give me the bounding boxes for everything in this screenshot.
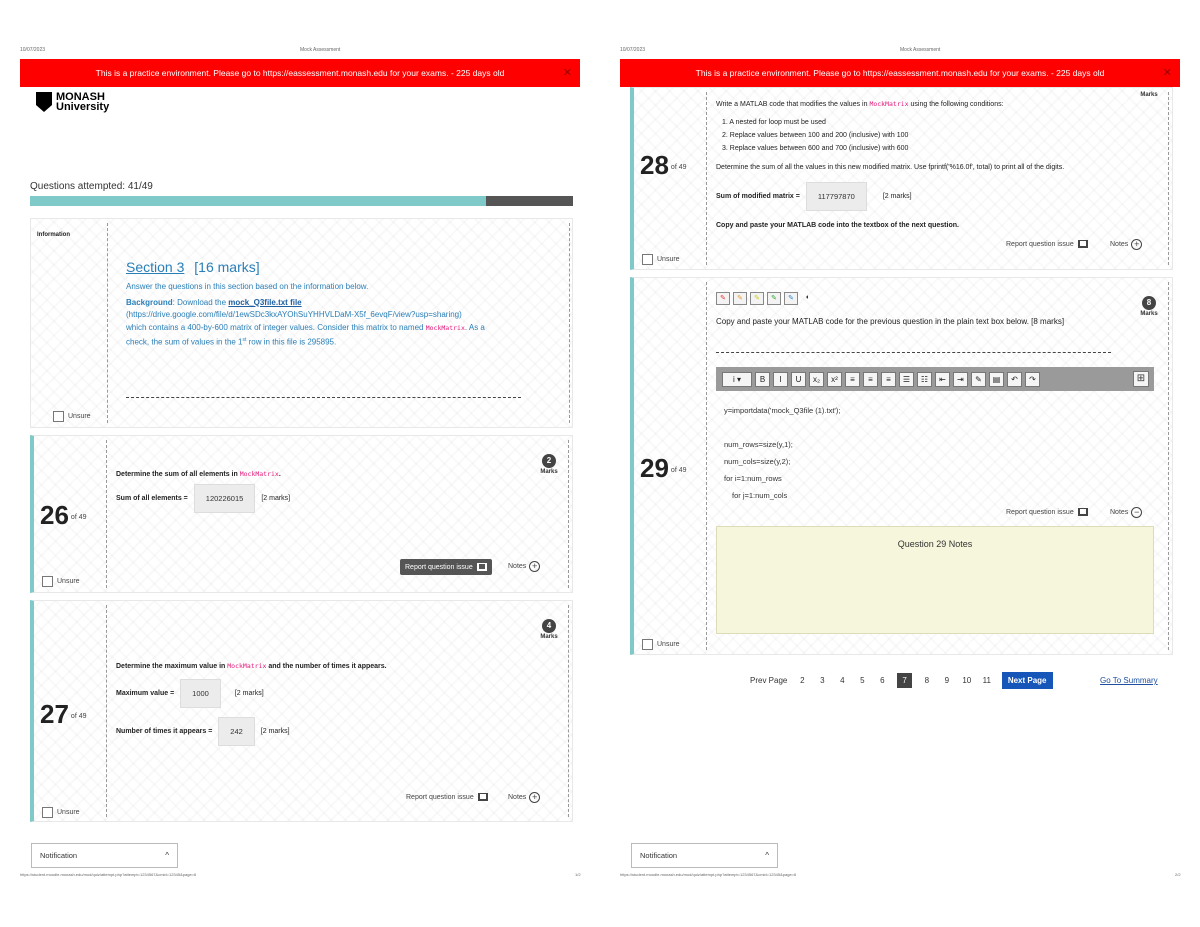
editor-button-9[interactable]: ☰ [899,372,914,387]
flag-icon [1078,240,1088,248]
question-number: 28 of 49 [640,150,687,180]
unsure-checkbox[interactable]: Unsure [642,639,680,650]
print-page-number: 2/2 [1175,872,1181,877]
answer-input[interactable]: 120226015 [194,484,256,513]
times-input[interactable]: 242 [218,717,255,746]
notification-panel[interactable]: Notification ^ [631,843,778,868]
divider [126,397,521,398]
banner-text: This is a practice environment. Please go to https://eassessment.monash.edu for your exams. - 225 days old [95,68,505,78]
report-issue-button[interactable]: Report question issue [1006,508,1088,516]
editor-button-6[interactable]: ≡ [845,372,860,387]
max-value-input[interactable]: 1000 [180,679,221,708]
grid-icon[interactable]: ⊞ [1133,371,1149,387]
matrix-name: MockMatrix [425,323,465,332]
print-header [20,47,580,55]
notes-textarea[interactable] [716,526,1154,634]
code-line: for i=1:num_rows [724,474,782,483]
unsure-checkbox[interactable]: Unsure [42,576,80,587]
prev-page-button[interactable]: Prev Page [750,676,788,685]
close-icon[interactable]: ✕ [562,67,572,79]
logo-line1: MONASH [56,91,105,103]
plus-icon: + [1131,239,1142,250]
highlight-blue-icon[interactable]: ✎ [784,292,798,305]
marks-label: Marks [1140,92,1158,98]
info-label: Information [37,232,70,238]
highlight-yellow-icon[interactable]: ✎ [750,292,764,305]
max-answer-row: Maximum value = 1000 [2 marks] [116,679,264,708]
marks-badge: 4 Marks [540,621,558,640]
marks-badge: 2 Marks [540,456,558,475]
info-line1: Answer the questions in this section based on the information below. [126,282,369,291]
page-link-6[interactable]: 6 [880,676,885,685]
unsure-checkbox[interactable]: Unsure [42,807,80,818]
answer-row [116,484,290,513]
shield-icon [36,92,52,112]
section-marks: [16 marks] [194,259,260,275]
editor-button-3[interactable]: U [791,372,806,387]
code-line: num_cols=size(y,2); [724,457,791,466]
editor-button-4[interactable]: x₂ [809,372,824,387]
file-link[interactable]: mock_Q3file.txt file [228,297,302,307]
notes-title: Question 29 Notes [897,539,973,549]
notes-button[interactable]: Notes + [508,561,540,572]
code-line: for j=1:num_cols [732,491,788,500]
print-page-number: 1/2 [575,872,581,877]
info-panel [30,218,573,428]
notes-button[interactable]: Notes + [1110,239,1142,250]
flag-icon [1078,508,1088,516]
print-page-right [610,0,1190,927]
minus-icon: − [1131,507,1142,518]
report-issue-button[interactable]: Report question issue [400,559,492,575]
editor-button-10[interactable]: ☷ [917,372,932,387]
editor-button-12[interactable]: ⇥ [953,372,968,387]
progress-fill [30,196,486,206]
question-text: Copy and paste your MATLAB code for the previous question in the plain text box below. [8 marks] [716,317,1065,326]
info-text: Answer the questions in this section based on the information below. Background: Download the mock_Q3file.txt file (https://drive.google.com/file/d/1ewSDc3kxAYOhSuYHHVLDaM-X5f_6evqF/view?usp=sharing) which contains a 400-by-600 matrix of integer values. Consider this matrix to named MockMatrix. As a check, the sum of values in the 1st row in this file is 295895. [126,281,506,349]
section-title [126,259,260,275]
editor-button-16[interactable]: ↷ [1025,372,1040,387]
editor-button-8[interactable]: ≡ [881,372,896,387]
notification-panel[interactable]: Notification ^ [31,843,178,868]
answer-row: Sum of modified matrix = 117797870 [2 marks] [716,182,912,211]
section-link[interactable]: Section 3 [126,259,185,275]
print-title: Mock Assessment [300,47,341,53]
report-issue-button[interactable]: Report question issue [406,793,488,801]
editor-button-1[interactable]: B [755,372,770,387]
go-to-summary-link[interactable]: Go To Summary [1100,676,1158,685]
question-number: 29 of 49 [640,453,687,483]
print-header: 10/07/2023 Mock Assessment [620,47,941,53]
page-link-4[interactable]: 4 [840,676,845,685]
page-link-3[interactable]: 3 [820,676,825,685]
next-page-button[interactable]: Next Page [1002,672,1053,689]
code-editor[interactable] [724,402,840,504]
print-footer-url: https://student.moodle.monash.edu/mod/quiz/attempt.php?attempt=1234567&cmid=12345&page=6 [620,872,797,877]
page-link-5[interactable]: 5 [860,676,865,685]
question-intro: Write a MATLAB code that modifies the values in MockMatrix using the following conditions: [716,100,1004,108]
question-29 [630,277,1173,655]
highlight-red-icon[interactable]: ✎ [716,292,730,305]
page-link-7[interactable]: 7 [897,673,911,688]
determine-text: Determine the sum of all the values in this new modified matrix. Use fprintf('%16.0f', total) to print all of the digits. [716,164,1065,171]
answer-marks: [2 marks] [261,495,291,502]
page-link-10[interactable]: 10 [962,676,972,685]
editor-toolbar [716,367,1154,391]
flag-icon [477,563,487,571]
editor-button-2[interactable]: I [773,372,788,387]
plus-icon: + [529,561,540,572]
chevron-up-icon[interactable]: ^ [165,851,169,860]
page-link-9[interactable]: 9 [944,676,950,685]
conditions-list: 1. A nested for loop must be used 2. Replace values between 100 and 200 (inclusive) with 100 3. Replace values between 600 and 700 (inclusive) with 600 [722,119,909,152]
file-url[interactable]: (https://drive.google.com/file/d/1ewSDc3kxAYOhSuYHHVLDaM-X5f_6evqF/view?usp=sharing) [126,310,462,319]
copy-instruction: Copy and paste your MATLAB code into the textbox of the next question. [716,222,959,229]
highlight-toolbar [716,292,815,305]
flag-icon [478,793,488,801]
page-link-11[interactable]: 11 [982,676,991,685]
highlight-green-icon[interactable]: ✎ [767,292,781,305]
editor-button-7[interactable]: ≡ [863,372,878,387]
editor-button-14[interactable]: ▤ [989,372,1004,387]
editor-button-5[interactable]: x² [827,372,842,387]
editor-button-11[interactable]: ⇤ [935,372,950,387]
unsure-checkbox[interactable]: Unsure [53,411,91,422]
question-number: 26 of 49 [40,500,87,530]
unsure-checkbox[interactable]: Unsure [642,254,680,265]
plus-icon: + [529,792,540,803]
logo-line2: University [56,101,110,113]
print-date: 10/07/2023 [20,47,46,53]
code-line: y=importdata('mock_Q3file (1).txt'); [724,406,841,415]
progress-bar [30,196,573,206]
practice-banner: This is a practice environment. Please go to https://eassessment.monash.edu for your exams. - 225 days old ✕ [620,59,1180,87]
question-number: 27 of 49 [40,699,87,729]
print-page-left [10,0,590,927]
page-link-8[interactable]: 8 [924,676,930,685]
question-27 [30,600,573,822]
page-link-2[interactable]: 2 [800,676,805,685]
editor-button-15[interactable]: ↶ [1007,372,1022,387]
questions-attempted: Questions attempted: 41/49 [30,181,153,192]
editor-button-13[interactable]: ✎ [971,372,986,387]
question-28 [630,87,1173,270]
question-26 [30,435,573,593]
eraser-icon[interactable]: ◐ [805,294,811,301]
print-footer-url: https://student.moodle.monash.edu/mod/quiz/attempt.php?attempt=1234567&cmid=12345&page=6 [20,872,197,877]
answer-input[interactable]: 117797870 [806,182,867,211]
close-icon[interactable]: ✕ [1162,67,1172,79]
background-label: Background [126,297,173,307]
practice-banner [20,59,580,87]
notes-button[interactable]: Notes + [508,792,540,803]
question-text: Determine the maximum value in MockMatrix and the number of times it appears. [116,662,387,670]
pagination [750,672,1053,689]
marks-badge: 8 Marks [1140,298,1158,317]
divider [716,352,1111,353]
answer-label: Sum of all elements = [116,495,188,502]
code-line: num_rows=size(y,1); [724,440,793,449]
editor-button-0[interactable]: i ▾ [722,372,752,387]
report-issue-button[interactable]: Report question issue [1006,240,1088,248]
question-text: Determine the sum of all elements in MockMatrix. [116,470,281,478]
times-answer-row: Number of times it appears = 242 [2 marks] [116,717,290,746]
notes-button[interactable]: Notes − [1110,507,1142,518]
chevron-up-icon[interactable]: ^ [765,851,769,860]
highlight-orange-icon[interactable]: ✎ [733,292,747,305]
